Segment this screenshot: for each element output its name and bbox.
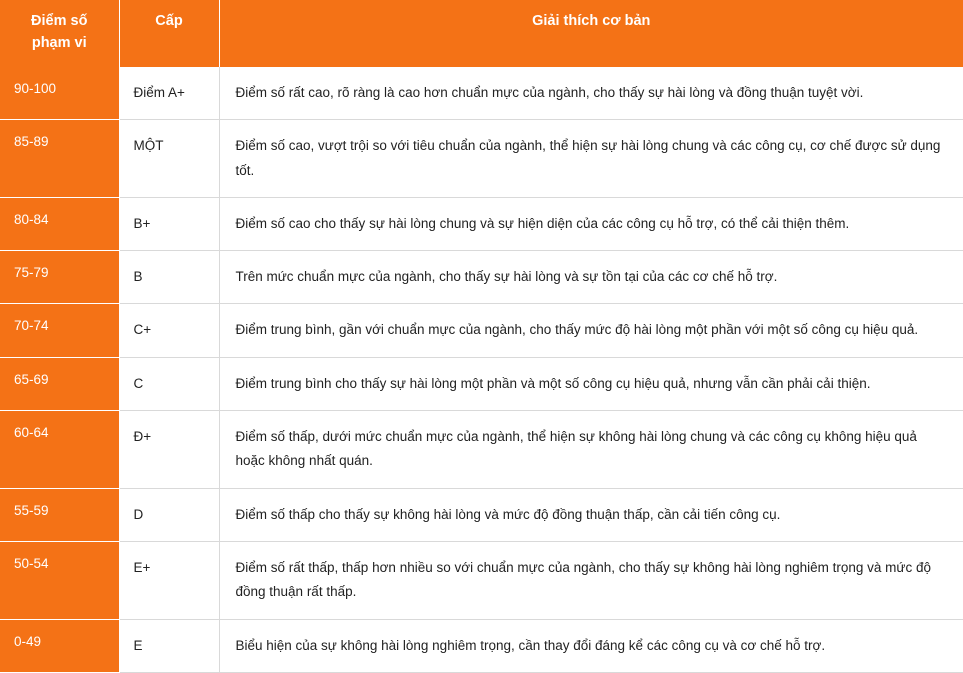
cell-grade: C+ <box>119 304 219 357</box>
cell-grade: B <box>119 251 219 304</box>
cell-score-range: 55-59 <box>0 488 119 541</box>
column-header-description: Giải thích cơ bản <box>219 0 963 67</box>
cell-grade: C <box>119 357 219 410</box>
cell-score-range: 75-79 <box>0 251 119 304</box>
cell-description: Điểm trung bình cho thấy sự hài lòng một phần và một số công cụ hiệu quả, nhưng vẫn cần phải cải thiện. <box>219 357 963 410</box>
table-row <box>0 197 963 250</box>
table-row <box>0 619 963 672</box>
cell-description: Điểm số cao, vượt trội so với tiêu chuẩn của ngành, thể hiện sự hài lòng chung và các công cụ, cơ chế được sử dụng tốt. <box>219 120 963 198</box>
cell-description: Điểm số thấp, dưới mức chuẩn mực của ngành, thể hiện sự không hài lòng chung và các công cụ không hiệu quả hoặc không nhất quán. <box>219 411 963 489</box>
table-row <box>0 357 963 410</box>
cell-score-range: 65-69 <box>0 357 119 410</box>
table-header-row <box>0 0 963 67</box>
column-header-score-range-line2: phạm vi <box>31 35 87 52</box>
cell-grade: E+ <box>119 541 219 619</box>
table-row <box>0 541 963 619</box>
cell-description: Điểm số rất thấp, thấp hơn nhiều so với chuẩn mực của ngành, cho thấy sự không hài lòng nghiêm trọng và mức độ đồng thuận rất thấp. <box>219 541 963 619</box>
cell-grade: D <box>119 488 219 541</box>
table-row <box>0 67 963 120</box>
cell-grade: MỘT <box>119 120 219 198</box>
table-header <box>0 0 963 67</box>
cell-score-range: 50-54 <box>0 541 119 619</box>
table-body <box>0 67 963 672</box>
cell-description: Điểm trung bình, gần với chuẩn mực của ngành, cho thấy mức độ hài lòng một phần với một số công cụ hiệu quả. <box>219 304 963 357</box>
table-row <box>0 251 963 304</box>
column-header-score-range-line1: Điểm số <box>31 13 88 29</box>
cell-score-range: 90-100 <box>0 67 119 120</box>
cell-grade: Đ+ <box>119 411 219 489</box>
cell-score-range: 85-89 <box>0 120 119 198</box>
table-row <box>0 411 963 489</box>
table-row <box>0 488 963 541</box>
cell-score-range: 80-84 <box>0 197 119 250</box>
cell-grade: B+ <box>119 197 219 250</box>
cell-score-range: 60-64 <box>0 411 119 489</box>
column-header-grade: Cấp <box>119 0 219 67</box>
column-header-score-range <box>0 0 119 67</box>
cell-description: Điểm số thấp cho thấy sự không hài lòng và mức độ đồng thuận thấp, cần cải tiến công cụ. <box>219 488 963 541</box>
cell-grade: E <box>119 619 219 672</box>
cell-score-range: 70-74 <box>0 304 119 357</box>
cell-description: Điểm số rất cao, rõ ràng là cao hơn chuẩn mực của ngành, cho thấy sự hài lòng và đồng thuận tuyệt vời. <box>219 67 963 120</box>
cell-description: Trên mức chuẩn mực của ngành, cho thấy sự hài lòng và sự tồn tại của các cơ chế hỗ trợ. <box>219 251 963 304</box>
cell-grade: Điểm A+ <box>119 67 219 120</box>
cell-description: Biểu hiện của sự không hài lòng nghiêm trọng, cần thay đổi đáng kể các công cụ và cơ chế hỗ trợ. <box>219 619 963 672</box>
cell-description: Điểm số cao cho thấy sự hài lòng chung và sự hiện diện của các công cụ hỗ trợ, có thể cải thiện thêm. <box>219 197 963 250</box>
table-row <box>0 304 963 357</box>
table-row <box>0 120 963 198</box>
cell-score-range: 0-49 <box>0 619 119 672</box>
